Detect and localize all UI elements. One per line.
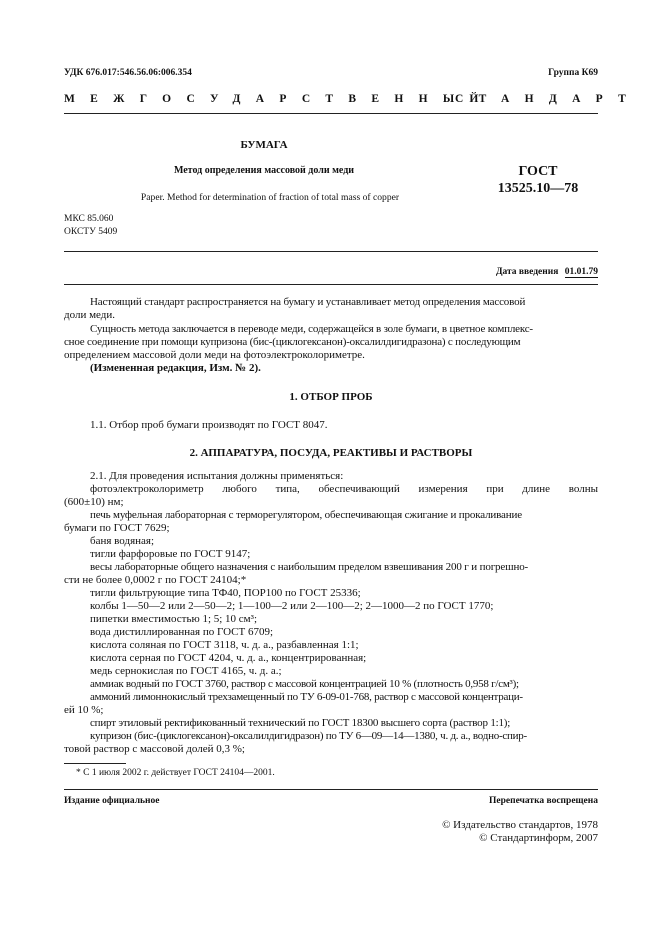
udk-code: УДК 676.017:546.56.06:006.354 (64, 68, 192, 78)
intro-p2-line1: Сущность метода заключается в переводе меди, содержащейся в золе бумаги, в цветное комплекс- (90, 323, 533, 335)
copyright-2007: © Стандартинформ, 2007 (479, 832, 598, 844)
list-line: кислота серная по ГОСТ 4204, ч. д. а., концентрированная; (90, 652, 367, 664)
list-line: аммоний лимоннокислый трехзамещенный по ТУ 6-09-01-768, раствор с массовой концентраци- (90, 691, 523, 703)
effective-date (496, 267, 598, 277)
section1-heading: 1. ОТБОР ПРОБ (289, 391, 373, 403)
intro-p1-line2: доли меди. (64, 309, 116, 321)
revision-note: (Измененная редакция, Изм. № 2). (90, 362, 261, 374)
list-line: тигли фарфоровые по ГОСТ 9147; (90, 548, 251, 560)
effective-date-value: 01.01.79 (564, 267, 598, 277)
edition-label: Издание официальное (64, 796, 160, 806)
footer-rule (64, 789, 598, 790)
list-line: ей 10 %; (64, 704, 104, 716)
okstu-code: ОКСТУ 5409 (64, 227, 118, 237)
list-line: пипетки вместимостью 1; 5; 10 см³; (90, 613, 257, 625)
list-line: колбы 1—50—2 или 2—50—2; 1—100—2 или 2—100—2; 2—1000—2 по ГОСТ 1770; (90, 600, 494, 612)
intro-p1-line1: Настоящий стандарт распространяется на бумагу и устанавливает метод определения массовой (90, 296, 526, 308)
section1-text: 1.1. Отбор проб бумаги производят по ГОСТ 8047. (90, 419, 328, 431)
reprint-label: Перепечатка воспрещена (488, 796, 598, 806)
section2-heading: 2. АППАРАТУРА, ПОСУДА, РЕАКТИВЫ И РАСТВОРЫ (189, 447, 473, 459)
gost-number: 13525.10—78 (497, 181, 579, 196)
list-line: сти не более 0,0002 г по ГОСТ 24104;* (64, 574, 247, 586)
list-line: кислота соляная по ГОСТ 3118, ч. д. а., разбавленная 1:1; (90, 639, 359, 651)
gost-label: ГОСТ (518, 164, 558, 179)
list-line: спирт этиловый ректификованный технический по ГОСТ 18300 высшего сорта (раствор 1:1); (90, 717, 511, 729)
doc-english-title: Paper. Method for determination of fraction of total mass of copper (140, 192, 400, 203)
banner-right: СТАНДАРТ (455, 93, 642, 105)
mks-code: МКС 85.060 (64, 214, 114, 224)
footnote-rule (64, 763, 126, 764)
list-line: (600±10) нм; (64, 496, 124, 508)
group-code: Группа К69 (548, 68, 598, 78)
banner-left: МЕЖГОСУДАРСТВЕННЫЙ (64, 93, 494, 105)
list-line: 2.1. Для проведения испытания должны применяться: (90, 470, 344, 482)
list-line: печь муфельная лабораторная с терморегулятором, обеспечивающая сжигание и прокаливание (90, 509, 522, 521)
list-line: товой раствор с массовой долей 0,3 %; (64, 743, 245, 755)
footnote: * С 1 июля 2002 г. действует ГОСТ 24104—2001. (76, 768, 275, 778)
list-line: весы лабораторные общего назначения с наибольшим пределом взвешивания 200 г и погрешно- (90, 561, 529, 573)
list-line: вода дистиллированная по ГОСТ 6709; (90, 626, 274, 638)
list-line: баня водяная; (90, 535, 155, 547)
list-line: тигли фильтрующие типа ТФ40, ПОР100 по ГОСТ 25336; (90, 587, 361, 599)
header-rule (64, 113, 598, 114)
list-line: купризон (бис-(циклогексанон)-оксалилдигидразон) по ТУ 6—09—14—1380, ч. д. а., водно-спир- (90, 730, 527, 742)
list-line: медь сернокислая по ГОСТ 4165, ч. д. а.; (90, 665, 282, 677)
doc-subtitle: Метод определения массовой доли меди (173, 165, 355, 176)
intro-p2-line2: сное соединение при помощи купризона (бис-(циклогексанон)-оксалилдигидразона) с последующим (64, 336, 521, 348)
list-line: фотоэлектроколориметр любого типа, обеспечивающий измерения при длине волны (90, 483, 598, 495)
list-line: аммиак водный по ГОСТ 3760, раствор с массовой концентрацией 10 % (плотность 0,958 г/см³); (90, 678, 519, 690)
doc-title: БУМАГА (240, 139, 288, 151)
list-line: бумаги по ГОСТ 7629; (64, 522, 170, 534)
intro-p2-line3: определением массовой доли меди на фотоэлектроколориметре. (64, 349, 365, 361)
title-rule (64, 251, 598, 252)
date-rule (64, 284, 598, 285)
copyright-1978: © Издательство стандартов, 1978 (442, 819, 598, 831)
effective-date-label: Дата введения (495, 267, 559, 277)
